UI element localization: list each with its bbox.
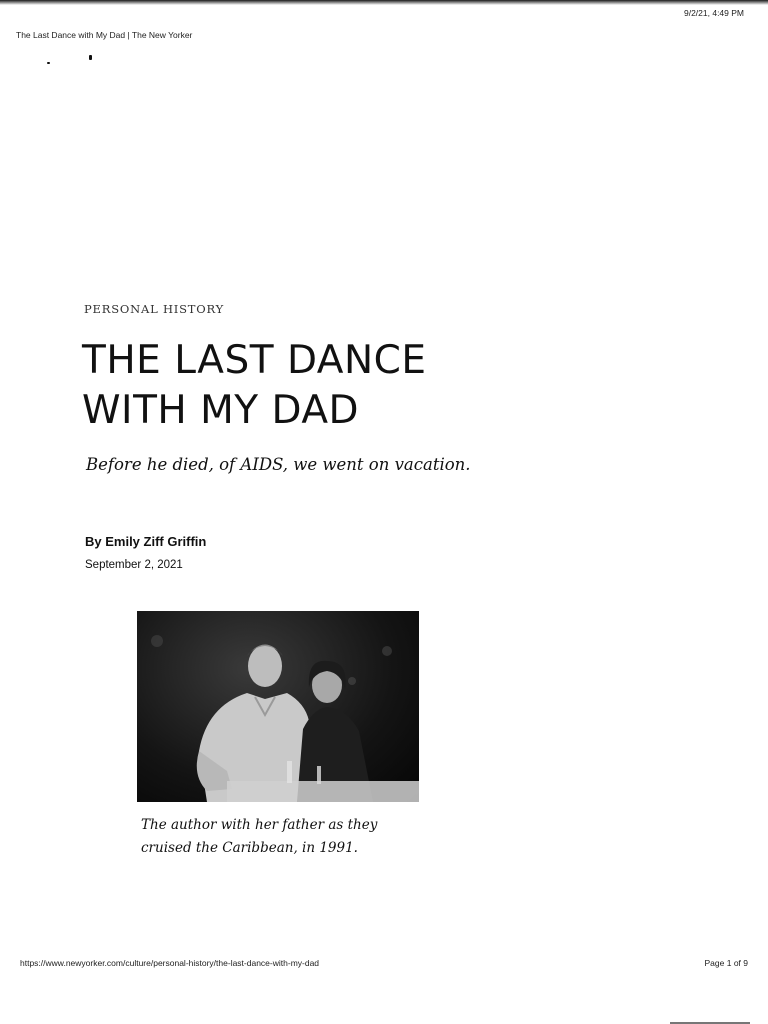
article-kicker[interactable]: PERSONAL HISTORY (84, 302, 225, 316)
article-byline[interactable]: By Emily Ziff Griffin (85, 534, 207, 549)
print-footer-page-number: Page 1 of 9 (704, 958, 748, 968)
scan-edge (0, 0, 768, 5)
print-footer-url[interactable]: https://www.newyorker.com/culture/personal-history/the-last-dance-with-my-dad (20, 958, 320, 968)
scan-speck (47, 62, 50, 64)
photo-caption-line: cruised the Caribbean, in 1991. (141, 840, 358, 856)
print-header-title: The Last Dance with My Dad | The New Yorker (16, 30, 193, 40)
scan-speck (89, 55, 92, 60)
article-photo (137, 611, 419, 802)
photo-caption-line: The author with her father as they (141, 817, 378, 833)
print-header-date: 9/2/21, 4:49 PM (683, 8, 744, 18)
article-dek: Before he died, of AIDS, we went on vacation. (86, 455, 471, 474)
photo-caption (141, 814, 401, 860)
article-title (82, 336, 642, 436)
photo-icon (137, 611, 419, 802)
article-title-line: WITH MY DAD (82, 388, 360, 433)
article-title-line: THE LAST DANCE (82, 338, 427, 383)
article-date: September 2, 2021 (85, 559, 183, 571)
